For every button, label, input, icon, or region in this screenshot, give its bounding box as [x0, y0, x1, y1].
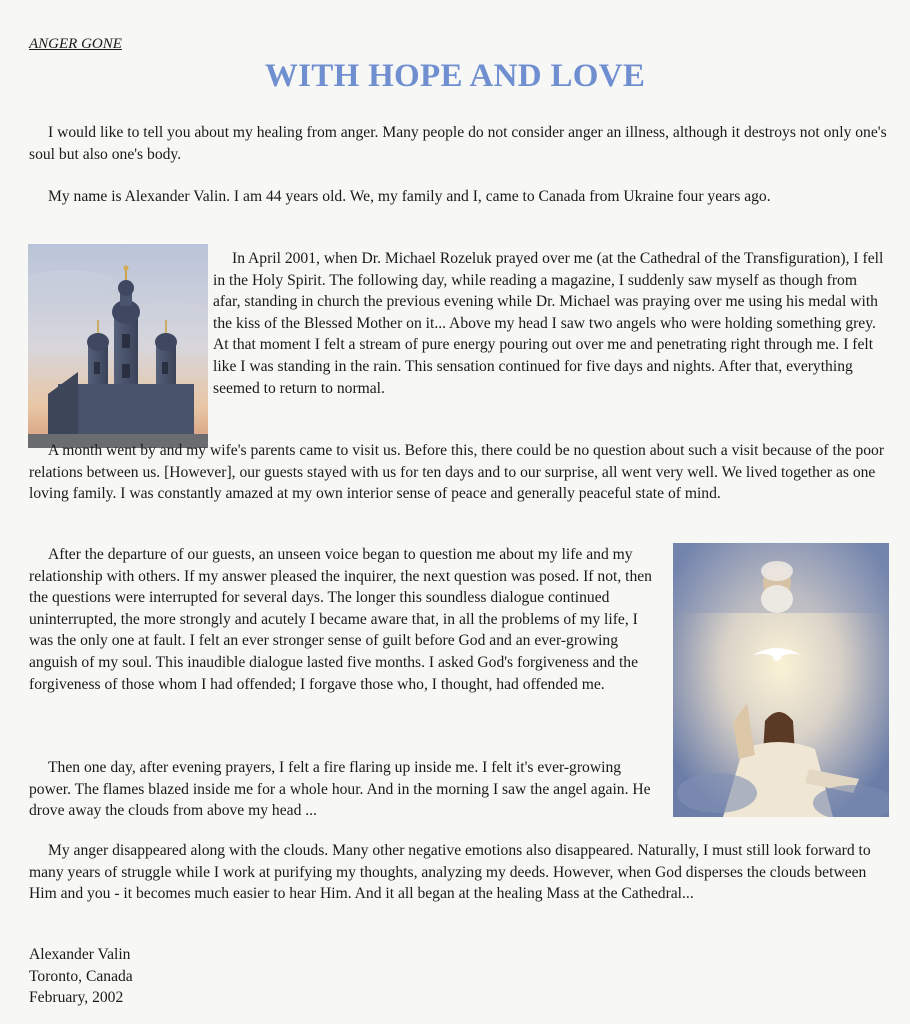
- paragraph-healing-experience: In April 2001, when Dr. Michael Rozeluk prayed over me (at the Cathedral of the Transfiguration), I fell in the Holy Spirit. The following day, while reading a magazine, I suddenly saw myself as though from afar, standing in church the previous evening while Dr. Michael was praying over me using his medal with the kiss of the Blessed Mother on it... Above my head I saw two angels who were holding something grey. At that moment I felt a stream of pure energy pouring out over me and penetrating right through me. I felt like I was standing in the rain. This sensation continued for five days and nights. After that, everything seemed to return to normal.: [213, 250, 884, 397]
- page-title: WITH HOPE AND LOVE: [264, 58, 646, 94]
- paragraph-about-author: My name is Alexander Valin. I am 44 years old. We, my family and I, came to Canada from Ukraine four years ago.: [48, 188, 771, 205]
- signature-date: February, 2002: [29, 989, 124, 1007]
- paragraph-conclusion: My anger disappeared along with the clouds. Many other negative emotions also disappeared. Naturally, I must still look forward to many years of struggle while I work at purifying my thoughts, analyzing my deeds. However, when God disperses the clouds between Him and you - it becomes much easier to hear Him. And it all began at the healing Mass at the Cathedral...: [29, 842, 871, 903]
- paragraph-intro: I would like to tell you about my healing from anger. Many people do not consider anger an illness, although it destroys not only one's soul but also one's body.: [29, 124, 887, 163]
- paragraph-unseen-voice: After the departure of our guests, an unseen voice began to question me about my life and my relationship with others. If my answer pleased the inquirer, the next question was posed. If not, then the questions were interrupted for several days. The longer this soundless dialogue continued uninterrupted, the more strongly and acutely I became aware that, in all the problems of my life, I was the only one at fault. I felt an ever stronger sense of guilt before God and an ever-growing anguish of my soul. This inaudible dialogue lasted five months. I asked God's forgiveness and the forgiveness of those whom I had offended; I forgave those who, I thought, had offended me.: [29, 546, 652, 693]
- author-location: Toronto, Canada: [29, 967, 133, 985]
- signature-block: [29, 944, 133, 1009]
- paragraph-fire-inside: Then one day, after evening prayers, I felt a fire flaring up inside me. I felt it's ever-growing power. The flames blazed inside me for a whole hour. And in the morning I saw the angel again. He drove away the clouds from above my head ...: [29, 759, 651, 820]
- cathedral-image: [28, 244, 208, 448]
- trinity-painting-image: [673, 543, 889, 817]
- paragraph-family-visit: A month went by and my wife's parents came to visit us. Before this, there could be no question about such a visit because of the poor relations between us. [However], our guests stayed with us for ten days and to our surprise, all went very well. We lived together as one loving family. I was constantly amazed at my own interior sense of peace and generally peaceful state of mind.: [29, 442, 885, 503]
- author-name: Alexander Valin: [29, 946, 131, 963]
- section-kicker: ANGER GONE: [29, 36, 122, 52]
